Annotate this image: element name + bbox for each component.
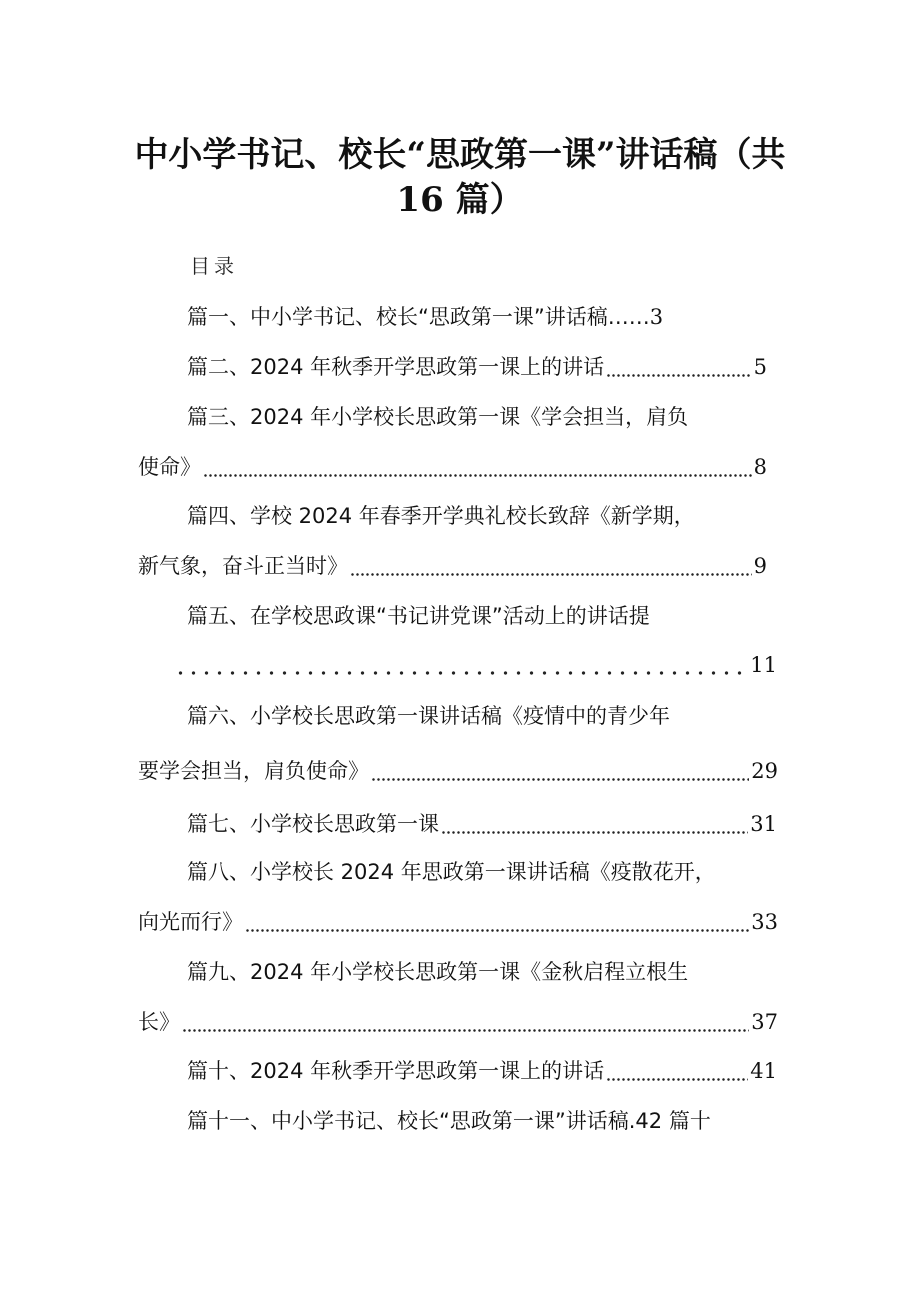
- toc-leader-dots: [203, 452, 752, 482]
- toc-entry-text: 篇一、中小学书记、校长“思政第一课”讲话稿……: [187, 305, 650, 329]
- toc-entry-text: 篇二、2024 年秋季开学思政第一课上的讲话: [187, 355, 605, 379]
- toc-entry-text: 篇八、小学校长 2024 年思政第一课讲话稿《疫散花开，: [187, 860, 716, 884]
- toc-leader-dots: [245, 907, 749, 937]
- toc-entry-3[interactable]: [187, 402, 747, 432]
- toc-entry-8-continuation[interactable]: [138, 907, 778, 937]
- toc-leader-dots: [174, 650, 748, 680]
- document-title-line-1: 中小学书记、校长“思政第一课”讲话稿（共: [134, 135, 786, 175]
- toc-entry-text: 篇六、小学校长思政第一课讲话稿《疫情中的青少年: [187, 704, 670, 728]
- toc-entry-text: 新气象，奋斗正当时》: [138, 554, 348, 578]
- toc-page-number: 3: [649, 305, 664, 329]
- toc-entry-5[interactable]: [187, 601, 747, 631]
- toc-page-number: 29: [751, 759, 778, 783]
- toc-entry-text: 向光而行》: [138, 910, 243, 934]
- toc-entry-text: 要学会担当，肩负使命》: [138, 759, 369, 783]
- toc-page-number: 37: [751, 1010, 778, 1034]
- toc-leader-dots: [606, 352, 752, 382]
- toc-leader-dots: [606, 1056, 748, 1086]
- toc-heading: 目录: [190, 254, 238, 278]
- toc-page-number: 8: [753, 455, 767, 479]
- toc-leader-dots: [371, 756, 749, 786]
- toc-entry-text: 篇五、在学校思政课“书记讲党课”活动上的讲话提: [187, 604, 650, 628]
- toc-entry-2[interactable]: [187, 352, 767, 382]
- toc-page-number: 33: [751, 910, 778, 934]
- toc-page-number: 31: [750, 812, 777, 836]
- toc-entry-4-continuation[interactable]: [138, 551, 767, 581]
- toc-page-number: 41: [750, 1059, 777, 1083]
- toc-entry-text: 篇四、学校 2024 年春季开学典礼校长致辞《新学期，: [187, 504, 695, 528]
- toc-entry-text: 长》: [138, 1010, 180, 1034]
- toc-page-number: 5: [753, 355, 767, 379]
- toc-leader-dots: [441, 809, 748, 839]
- toc-entry-11[interactable]: [187, 1106, 787, 1136]
- toc-entry-text: 篇十一、中小学书记、校长“思政第一课”讲话稿.42 篇十: [187, 1109, 711, 1133]
- toc-leader-dots: [350, 551, 752, 581]
- toc-entry-text: 篇七、小学校长思政第一课: [187, 812, 439, 836]
- toc-entry-1[interactable]: [187, 302, 732, 332]
- toc-entry-9[interactable]: [187, 957, 747, 987]
- toc-entry-text: 篇九、2024 年小学校长思政第一课《金秋启程立根生: [187, 960, 689, 984]
- toc-entry-5-continuation[interactable]: [172, 650, 777, 680]
- toc-entry-text: 篇十、2024 年秋季开学思政第一课上的讲话: [187, 1059, 605, 1083]
- toc-entry-8[interactable]: [187, 857, 767, 887]
- toc-leader-dots: [182, 1007, 749, 1037]
- toc-entry-9-continuation[interactable]: [138, 1007, 778, 1037]
- toc-entry-text: 篇三、2024 年小学校长思政第一课《学会担当，肩负: [187, 405, 689, 429]
- toc-entry-6-continuation[interactable]: [138, 756, 778, 786]
- toc-entry-text: 使命》: [138, 455, 201, 479]
- toc-entry-7[interactable]: [187, 809, 777, 839]
- document-title-line-2: 16 篇）: [396, 180, 524, 220]
- toc-entry-4[interactable]: [187, 501, 747, 531]
- toc-page-number: 11: [750, 653, 777, 677]
- toc-entry-3-continuation[interactable]: [138, 452, 767, 482]
- toc-page-number: 9: [753, 554, 767, 578]
- toc-entry-10[interactable]: [187, 1056, 777, 1086]
- toc-entry-6[interactable]: [187, 701, 747, 731]
